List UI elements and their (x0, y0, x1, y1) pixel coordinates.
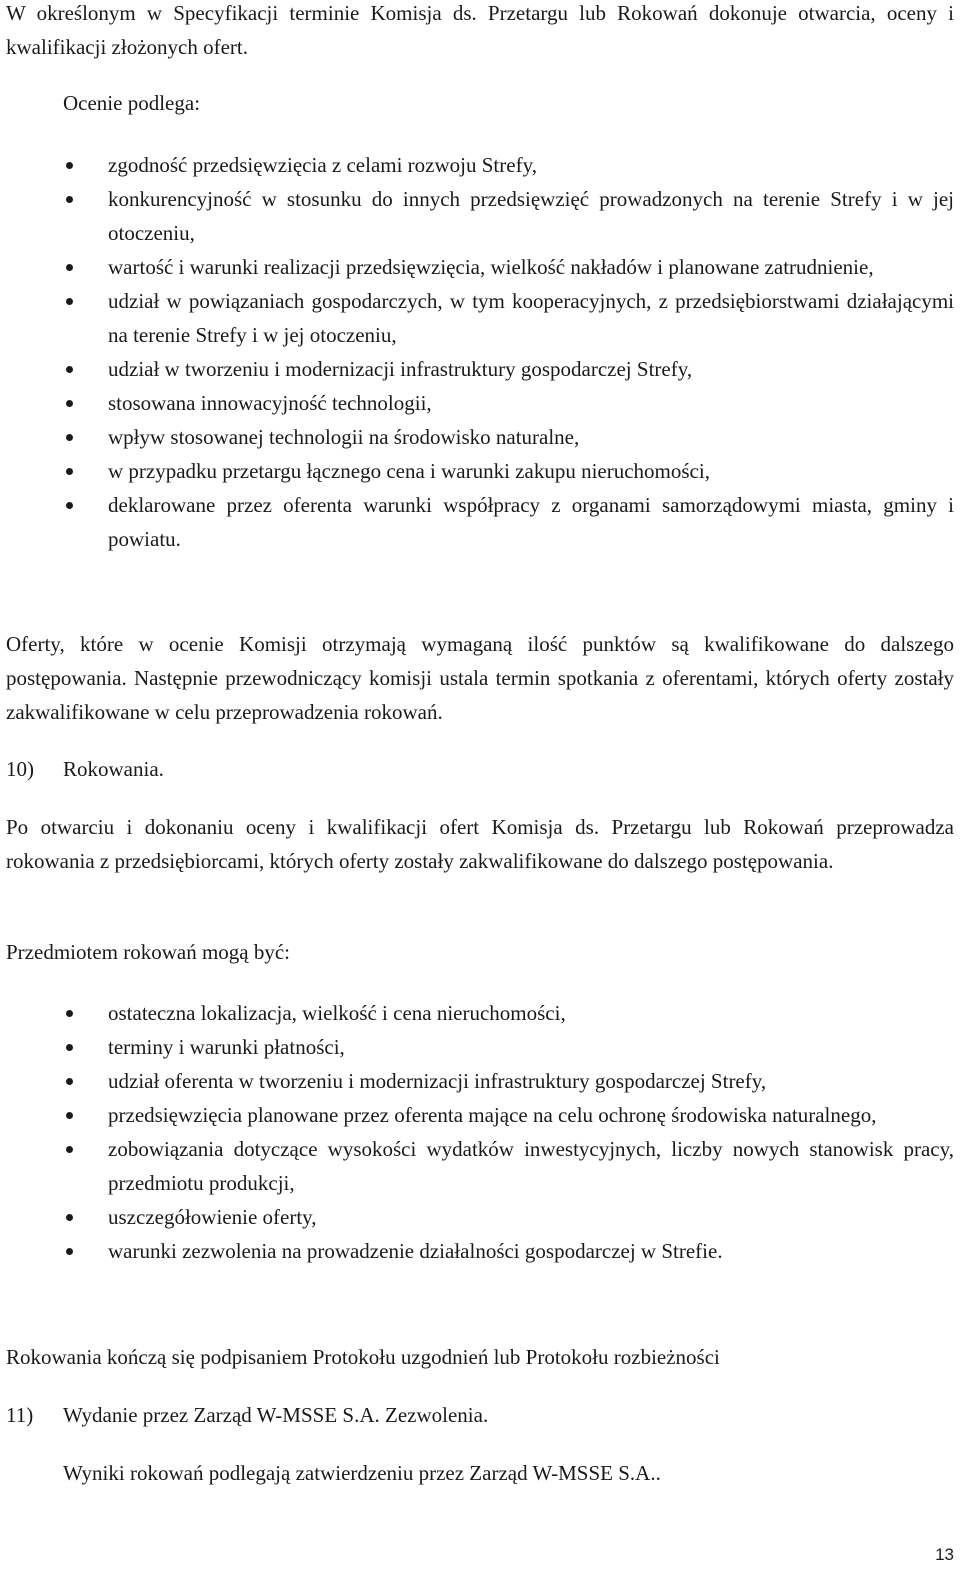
section-11-number: 11) (6, 1403, 34, 1427)
list-item: terminy i warunki płatności, (0, 1030, 954, 1064)
list-item: udział oferenta w tworzeniu i modernizacji infrastruktury gospodarczej Strefy, (0, 1064, 954, 1098)
negotiation-heading: Przedmiotem rokowań mogą być: (6, 940, 291, 964)
list-item: przedsięwzięcia planowane przez oferenta mające na celu ochronę środowiska naturalnego, (0, 1098, 954, 1132)
results-paragraph: Wyniki rokowań podlegają zatwierdzeniu przez Zarząd W-MSSE S.A.. (63, 1461, 661, 1485)
list-item: wartość i warunki realizacji przedsięwzięcia, wielkość nakładów i planowane zatrudnienie, (0, 250, 954, 284)
section-10-title: Rokowania. (63, 757, 164, 781)
negotiation-subjects-list (0, 996, 954, 1268)
list-item: stosowana innowacyjność technologii, (0, 386, 954, 420)
evaluation-criteria-list (0, 148, 954, 556)
list-item: zgodność przedsięwzięcia z celami rozwoju Strefy, (0, 148, 954, 182)
list-item: udział w powiązaniach gospodarczych, w tym kooperacyjnych, z przedsiębiorstwami działającymi na terenie Strefy i w jej otoczeniu, (0, 284, 954, 352)
negotiation-paragraph: Po otwarciu i dokonaniu oceny i kwalifikacji ofert Komisja ds. Przetargu lub Rokowań przeprowadza rokowania z przedsiębiorcami, których oferty zostały zakwalifikowane do dalszego postępowania. (6, 815, 954, 873)
intro-paragraph: W określonym w Specyfikacji terminie Komisja ds. Przetargu lub Rokowań dokonuje otwarcia, oceny i kwalifikacji złożonych ofert. (6, 1, 954, 59)
list-item: ostateczna lokalizacja, wielkość i cena nieruchomości, (0, 996, 954, 1030)
list-item: uszczegółowienie oferty, (0, 1200, 954, 1234)
section-10-number: 10) (6, 757, 34, 781)
evaluation-heading: Ocenie podlega: (63, 91, 201, 115)
page-number: 13 (935, 1545, 954, 1564)
list-item: udział w tworzeniu i modernizacji infrastruktury gospodarczej Strefy, (0, 352, 954, 386)
qualification-paragraph: Oferty, które w ocenie Komisji otrzymają wymaganą ilość punktów są kwalifikowane do dalszego postępowania. Następnie przewodniczący komisji ustala termin spotkania z oferentami, których oferty zostały zakwalifikowane w celu przeprowadzenia rokowań. (6, 632, 954, 724)
section-11-title: Wydanie przez Zarząd W-MSSE S.A. Zezwolenia. (63, 1403, 489, 1427)
list-item: wpływ stosowanej technologii na środowisko naturalne, (0, 420, 954, 454)
list-item: konkurencyjność w stosunku do innych przedsięwzięć prowadzonych na terenie Strefy i w jej otoczeniu, (0, 182, 954, 250)
list-item: zobowiązania dotyczące wysokości wydatków inwestycyjnych, liczby nowych stanowisk pracy, przedmiotu produkcji, (0, 1132, 954, 1200)
list-item: deklarowane przez oferenta warunki współpracy z organami samorządowymi miasta, gminy i powiatu. (0, 488, 954, 556)
closing-paragraph: Rokowania kończą się podpisaniem Protokołu uzgodnień lub Protokołu rozbieżności (6, 1345, 720, 1369)
list-item: warunki zezwolenia na prowadzenie działalności gospodarczej w Strefie. (0, 1234, 954, 1268)
list-item: w przypadku przetargu łącznego cena i warunki zakupu nieruchomości, (0, 454, 954, 488)
